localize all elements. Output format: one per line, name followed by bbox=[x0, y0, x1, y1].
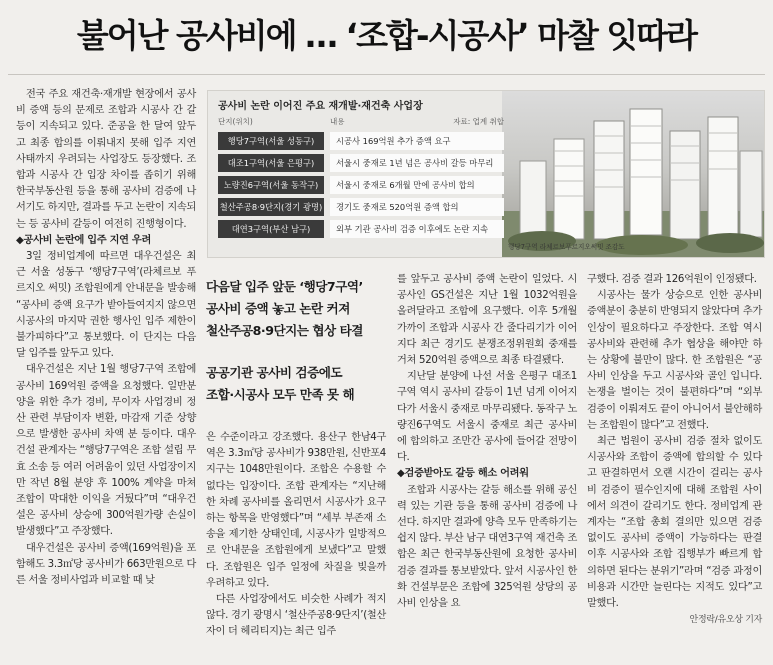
project-desc: 외부 기관 공사비 검증 이후에도 논란 지속 bbox=[330, 220, 504, 238]
subheading: ◆검증받아도 갈등 해소 어려워 bbox=[397, 468, 529, 480]
tower bbox=[708, 117, 738, 237]
project-desc: 경기도 중재로 520억원 증액 합의 bbox=[330, 198, 504, 216]
project-name: 대연3구역(부산 남구) bbox=[218, 220, 324, 238]
tower bbox=[670, 131, 700, 239]
paragraph: 3일 정비업계에 따르면 대우건설은 최근 서울 성동구 ‘행당7구역’(라체르보 푸르지오 써밋) 조합원에게 안내문을 발송해 “공사비 증액 요구가 받아들여지지 않으면 시공사의 마지막 권한 행사인 입주 제한이 불가피하다”고 통보했다. 이 단지는 다음달 입주를 앞두고 있다. bbox=[16, 251, 196, 360]
table-row bbox=[218, 197, 504, 216]
table-row bbox=[218, 219, 504, 238]
header-source: 자료: 업계 취합 bbox=[453, 117, 504, 126]
tower bbox=[554, 139, 584, 239]
sub-headline: 철산주공8·9단지는 협상 타결 bbox=[206, 323, 363, 338]
headline-rule bbox=[8, 74, 765, 75]
paragraph: 최근 법원이 공사비 검증 절차 없이도 시공사와 조합이 증액에 합의할 수 있다고 판결하면서 오랜 시간이 걸리는 공사비 검증이 필수인지에 대해 조합원 사이에서 의견이 갈리기도 한다. 정비업계 관계자는 “조합 총회 결의만 있으면 검증 없이도 공사비 증액이 가능하다는 판결 이후 시공사와 조합 집행부가 빠르게 합의하면 된다는 분위기”라며 “검증 과정이 비용과 시간만 늘린다는 지적도 있다”고 말했다. bbox=[587, 436, 762, 610]
paragraph: 구했다. 검증 결과 126억원이 인정됐다. bbox=[587, 274, 757, 285]
tower bbox=[630, 109, 662, 235]
article-column-1 bbox=[16, 87, 196, 589]
article-column-2 bbox=[206, 430, 386, 641]
table-header bbox=[218, 115, 504, 128]
photo-caption: 행당7구역 라체르보푸르지오써밋 조감도 bbox=[508, 243, 625, 251]
sub-headlines bbox=[206, 276, 386, 406]
project-desc: 시공사 169억원 추가 증액 요구 bbox=[330, 132, 504, 150]
project-table bbox=[218, 99, 504, 238]
headline: 불어난 공사비에 … ‘조합-시공사’ 마찰 잇따라 bbox=[76, 16, 697, 55]
paragraph: 다른 사업장에서도 비슷한 사례가 적지 않다. 경기 광명시 ‘철산주공8·9단지’(철산자이 더 헤리티지)는 최근 입주 bbox=[206, 594, 386, 638]
paragraph: 대우건설은 공사비 증액(169억원)을 포함해도 3.3㎡당 공사비가 663만원으로 다른 서울 정비사업과 비교할 때 낮 bbox=[16, 542, 196, 587]
project-desc: 서울시 중재로 6개월 만에 공사비 합의 bbox=[330, 176, 504, 194]
paragraph: 조합과 시공사는 갈등 해소를 위해 공신력 있는 기관 등을 통해 공사비 검증에 나선다. 하지만 결과에 양측 모두 만족하기는 쉽지 않다. 부산 남구 대연3구역 재건축 조합은 최근 한국부동산원에 요청한 공사비 검증 결과를 통보받았다. 앞서 시공사인 한화 건설부문은 조합에 325억원 상당의 공사비 인상을 요 bbox=[397, 484, 577, 610]
paragraph: 은 수준이라고 강조했다. 용산구 한남4구역은 3.3㎡당 공사비가 938만원, 신반포4지구는 1048만원이다. 조합은 수용할 수 없다는 입장이다. 조합 관계자는 “지난해 한 차례 공사비를 올리면서 시공사가 요구하는 항목을 반영했다”며 “세부 부존재 소송을 제기한 상태인데, 시공사가 일방적으로 안내문을 조합원에게 보냈다”고 말했다. 조합원은 입주 일정에 차질을 빚을까 우려하고 있다. bbox=[206, 432, 386, 589]
header-unit: 단지(위치) bbox=[218, 117, 253, 126]
header-content: 내용 bbox=[330, 117, 345, 126]
project-name: 행당7구역(서울 성동구) bbox=[218, 132, 324, 150]
table-row bbox=[218, 175, 504, 194]
apartment-rendering-image bbox=[502, 91, 764, 257]
infographic bbox=[207, 90, 765, 258]
sub-headline: 다음달 입주 앞둔 ‘행당7구역’ bbox=[206, 279, 363, 294]
article-column-3 bbox=[397, 272, 577, 612]
project-name: 노량진6구역(서울 동작구) bbox=[218, 176, 324, 194]
tower bbox=[520, 161, 546, 241]
project-desc: 서울시 중재로 1년 넘은 공사비 갈등 마무리 bbox=[330, 154, 504, 172]
tower bbox=[740, 151, 762, 237]
tree bbox=[696, 233, 764, 253]
sub-headline: 조합·시공사 모두 만족 못 해 bbox=[206, 387, 355, 402]
paragraph: 를 앞두고 공사비 증액 논란이 일었다. 시공사인 GS건설은 지난 1월 1032억원을 올려달라고 조합에 요구했다. 이후 5개월 가까이 조합과 시공사 간 줄다리기가 이어지다 최근 경기도 분쟁조정위원회 중재를 거쳐 520억원 증액으로 최종 타결됐다. bbox=[397, 274, 577, 367]
paragraph: 지난달 분양에 나선 서울 은평구 대조1구역 역시 공사비 갈등이 1년 넘게 이어지다가 서울시 중재로 마무리됐다. 동작구 노량진6구역도 서울시 중재로 최근 공사비에 합의하고 조만간 공사에 들어갈 전망이다. bbox=[397, 371, 577, 464]
paragraph: 전국 주요 재건축·재개발 현장에서 공사비 증액 등의 문제로 조합과 시공사 간 갈등이 지속되고 있다. 준공을 한 달여 앞두고 최종 합의를 이뤄내지 못해 입주 지연 사태까지 우려되는 사업장도 등장했다. 조합과 시공사 간 입장 차이를 좁히기 위해 한국부동산원 등을 통해 공사비 검증에 나서기도 하지만, 결과를 두고 논란이 지속되는 등 공사비 갈등이 여전히 진행형이다. bbox=[16, 89, 196, 230]
sub-headline: 공공기관 공사비 검증에도 bbox=[206, 365, 343, 380]
apartment-towers-illustration bbox=[502, 91, 764, 257]
sub-headline: 공사비 증액 놓고 논란 커져 bbox=[206, 301, 350, 316]
table-row bbox=[218, 153, 504, 172]
tower bbox=[594, 121, 624, 239]
paragraph: 시공사는 물가 상승으로 인한 공사비 증액분이 충분히 반영되지 않았다며 추가 인상이 필요하다고 주장한다. 조합 역시 공사비와 관련해 추가 협상을 해야만 하는 상황에 불만이 많다. 한 조합원은 “공사비 인상을 두고 시공사와 골인 입니다. 논쟁을 벌이는 것이 불편하다”며 “외부 검증이 이뤄져도 끝이 아니어서 불안해하는 조합원이 많다”고 전했다. bbox=[587, 290, 762, 431]
subheading: ◆공사비 논란에 입주 지연 우려 bbox=[16, 234, 152, 246]
paragraph: 대우건설은 지난 1월 행당7구역 조합에 공사비 169억원 증액을 요청했다. 일반분양을 위한 추가 경비, 무이자 사업경비 정산 관련 부담이자 변환, 마감재 기준 상향으로 발생한 공사비 차액 분 등이다. 대우건설 관계자는 “행당7구역은 조합 설립 무효 소송 등 여러 어려움이 있던 사업장이지만 작년 8월 분양 후 100% 계약을 마쳐 조합이 막대한 이익을 거뒀다”며 “대우건설은 공사비 상승에 300억원가량 손실이 발생했다”고 주장했다. bbox=[16, 364, 196, 538]
project-name: 대조1구역(서울 은평구) bbox=[218, 154, 324, 172]
table-row bbox=[218, 131, 504, 150]
article-column-4 bbox=[587, 272, 762, 628]
byline-text: 안정락/유오상 기자 bbox=[689, 615, 762, 626]
infographic-title: 공사비 논란 이어진 주요 재개발·재건축 사업장 bbox=[218, 101, 423, 112]
project-name: 철산주공8·9단지(경기 광명) bbox=[218, 198, 324, 216]
byline bbox=[587, 612, 762, 628]
